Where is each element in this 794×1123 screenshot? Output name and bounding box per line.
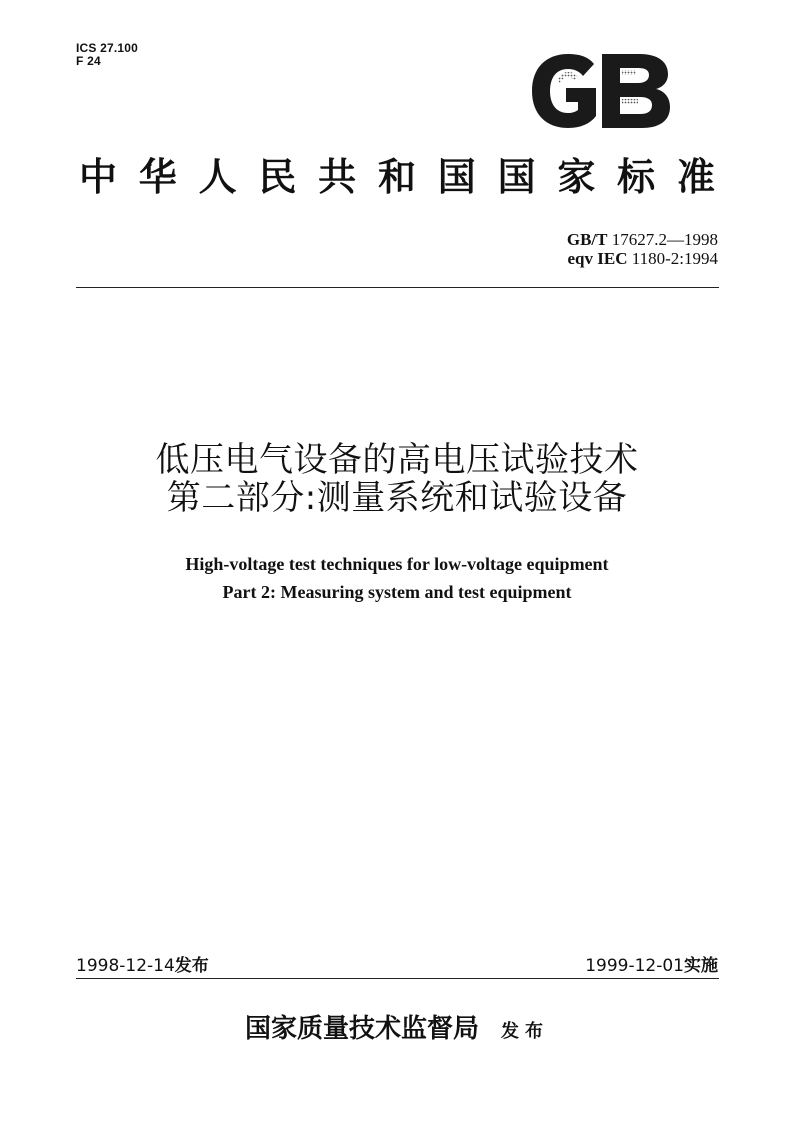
title-char: 国 (437, 154, 476, 199)
footer-divider (76, 978, 719, 979)
standard-number (567, 230, 718, 250)
national-standard-title (70, 152, 724, 202)
title-char: 华 (138, 154, 177, 199)
english-title-line-1: High-voltage test techniques for low-voltage equipment (185, 554, 609, 574)
equivalent-prefix: eqv IEC (567, 249, 628, 268)
title-char: 国 (497, 154, 536, 199)
ics-code: ICS 27.100 (76, 41, 139, 55)
title-char: 和 (377, 154, 416, 199)
publisher-name: 国家质量技术监督局 (244, 1014, 479, 1044)
chinese-title-line-2: 第二部分:测量系统和试验设备 (166, 478, 628, 518)
publisher (0, 1012, 794, 1049)
equivalent-value: 1180-2:1994 (631, 249, 718, 268)
standard-number-prefix: GB/T (566, 230, 608, 249)
ccs-code: F 24 (76, 54, 101, 68)
title-char: 家 (557, 154, 596, 199)
issue-date (76, 955, 209, 977)
implementation-date-value: 1999-12-01 (585, 956, 684, 976)
equivalent-standard (568, 249, 719, 269)
issue-date-value: 1998-12-14 (76, 956, 175, 976)
title-char: 准 (676, 154, 715, 199)
english-title-line-2: Part 2: Measuring system and test equipment (222, 582, 572, 602)
gb-logo (528, 50, 674, 132)
implementation-date (585, 955, 718, 977)
standard-number-value: 17627.2—1998 (611, 230, 718, 249)
chinese-title-line-1: 低压电气设备的高电压试验技术 (155, 440, 639, 480)
title-char: 共 (318, 154, 357, 199)
title-char: 标 (617, 154, 656, 199)
issue-date-label: 发布 (174, 956, 209, 976)
title-char: 人 (198, 154, 237, 199)
publisher-action: 发布 (501, 1021, 549, 1042)
title-char: 中 (78, 154, 117, 199)
title-char: 民 (258, 154, 297, 199)
header-divider (76, 287, 719, 288)
implementation-date-label: 实施 (684, 956, 718, 976)
